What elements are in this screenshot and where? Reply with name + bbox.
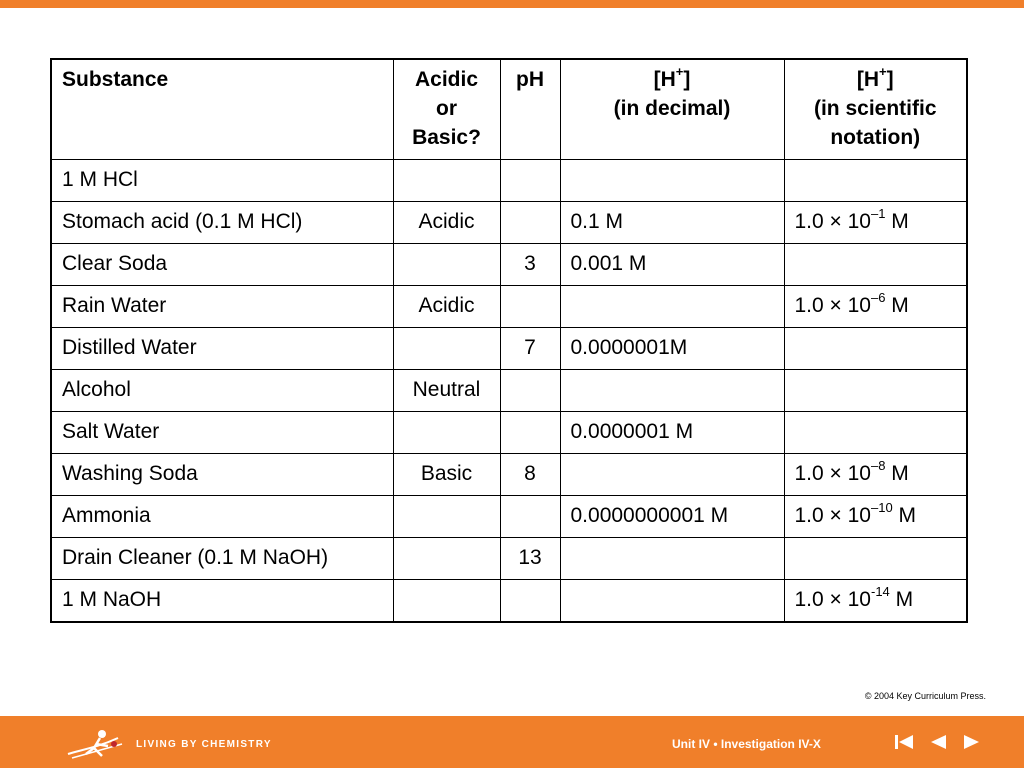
cell-ph: 7 (500, 328, 560, 370)
cell-acidity (393, 244, 500, 286)
cell-h-decimal: 0.0000000001 M (560, 496, 784, 538)
cell-h-scientific (784, 328, 967, 370)
cell-h-scientific (784, 160, 967, 202)
cell-substance: Salt Water (51, 412, 393, 454)
cell-ph (500, 202, 560, 244)
cell-substance: Rain Water (51, 286, 393, 328)
copyright-notice: © 2004 Key Curriculum Press. (864, 691, 986, 701)
ph-table (50, 58, 968, 623)
cell-h-decimal: 0.1 M (560, 202, 784, 244)
previous-slide-icon[interactable] (928, 734, 948, 750)
cell-h-decimal (560, 454, 784, 496)
header-substance: Substance (51, 59, 393, 160)
table-row (51, 412, 967, 454)
table-body (51, 160, 967, 623)
cell-acidity (393, 538, 500, 580)
footer-bar (0, 716, 1024, 768)
cell-substance: 1 M NaOH (51, 580, 393, 623)
cell-acidity (393, 496, 500, 538)
cell-acidity: Neutral (393, 370, 500, 412)
cell-acidity (393, 328, 500, 370)
table-row (51, 370, 967, 412)
cell-h-decimal: 0.0000001M (560, 328, 784, 370)
cell-h-decimal (560, 160, 784, 202)
cell-h-scientific (784, 538, 967, 580)
cell-h-decimal: 0.001 M (560, 244, 784, 286)
cell-substance: Stomach acid (0.1 M HCl) (51, 202, 393, 244)
header-h-scientific: [H+] (in scientific notation) (784, 59, 967, 160)
cell-h-scientific (784, 412, 967, 454)
table-row (51, 328, 967, 370)
cell-acidity: Acidic (393, 286, 500, 328)
table-row (51, 538, 967, 580)
cell-ph (500, 370, 560, 412)
header-acidic-or-basic: Acidic or Basic? (393, 59, 500, 160)
cell-substance: Drain Cleaner (0.1 M NaOH) (51, 538, 393, 580)
cell-h-scientific: $1.0 \times 10^{-14}$ M (784, 580, 967, 623)
cell-ph: 3 (500, 244, 560, 286)
cell-substance: 1 M HCl (51, 160, 393, 202)
table-row (51, 160, 967, 202)
table-row (51, 580, 967, 623)
cell-acidity (393, 160, 500, 202)
top-accent-bar (0, 0, 1024, 8)
header-h-decimal: [H+] (in decimal) (560, 59, 784, 160)
cell-ph: 8 (500, 454, 560, 496)
cell-h-scientific: $1.0 \times 10^{-1}$ M (784, 202, 967, 244)
next-slide-icon[interactable] (962, 734, 982, 750)
first-slide-icon[interactable] (894, 734, 914, 750)
cell-h-scientific: $1.0 \times 10^{-10}$ M (784, 496, 967, 538)
cell-ph (500, 160, 560, 202)
cell-substance: Ammonia (51, 496, 393, 538)
cell-acidity: Basic (393, 454, 500, 496)
header-ph: pH (500, 59, 560, 160)
unit-label: Unit IV • Investigation IV-X (672, 737, 821, 751)
cell-h-decimal (560, 370, 784, 412)
cell-ph (500, 496, 560, 538)
cell-acidity (393, 580, 500, 623)
cell-h-decimal (560, 286, 784, 328)
cell-ph: 13 (500, 538, 560, 580)
cell-substance: Alcohol (51, 370, 393, 412)
table-header-row (51, 59, 967, 160)
cell-ph (500, 580, 560, 623)
cell-substance: Washing Soda (51, 454, 393, 496)
ph-table-container (50, 58, 966, 638)
cell-h-decimal (560, 580, 784, 623)
cell-h-scientific: $1.0 \times 10^{-6}$ M (784, 286, 967, 328)
cell-ph (500, 412, 560, 454)
cell-substance: Distilled Water (51, 328, 393, 370)
table-row (51, 454, 967, 496)
cell-h-scientific: $1.0 \times 10^{-8}$ M (784, 454, 967, 496)
cell-substance: Clear Soda (51, 244, 393, 286)
table-row (51, 244, 967, 286)
table-row (51, 496, 967, 538)
cell-acidity: Acidic (393, 202, 500, 244)
cell-ph (500, 286, 560, 328)
table-row (51, 286, 967, 328)
brand-name: LIVING BY CHEMISTRY (136, 739, 272, 750)
runner-logo-icon (66, 724, 126, 762)
cell-acidity (393, 412, 500, 454)
cell-h-decimal (560, 538, 784, 580)
cell-h-decimal: 0.0000001 M (560, 412, 784, 454)
cell-h-scientific (784, 370, 967, 412)
cell-h-scientific (784, 244, 967, 286)
table-row (51, 202, 967, 244)
